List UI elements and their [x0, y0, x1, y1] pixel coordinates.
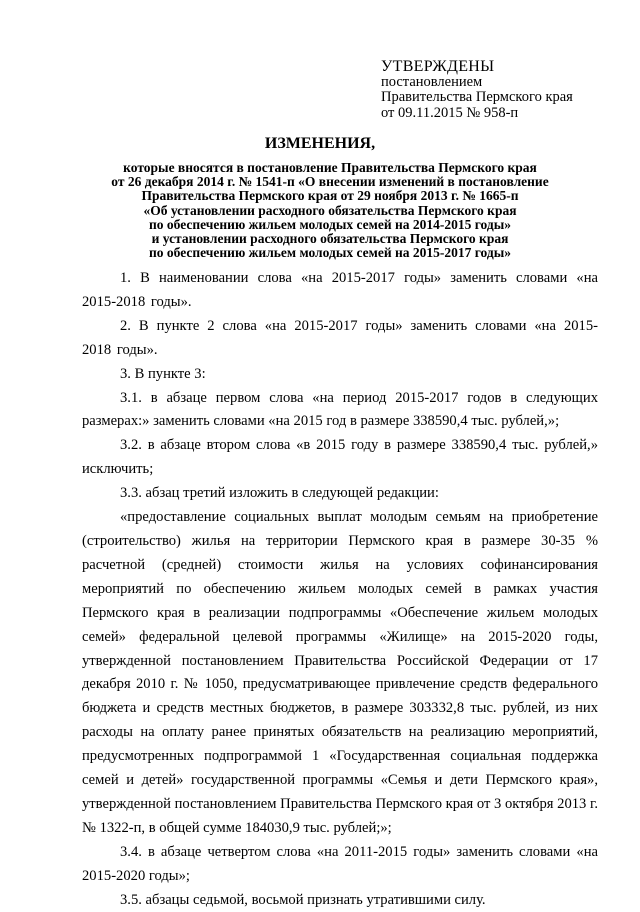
subtitle-line: «Об установлении расходного обязательства Пермского края [143, 202, 517, 218]
approval-line: от 09.11.2015 № 958-п [381, 104, 519, 121]
subtitle-line: от 26 декабря 2014 г. № 1541-п «О внесении изменений в постановление [111, 174, 549, 190]
document-subtitle [110, 161, 550, 260]
subtitle-line: которые вносятся в постановление Правительства Пермского края [123, 160, 537, 175]
paragraph: 2. В пункте 2 слова «на 2015-2017 годы» заменить словами «на 2015-2018 годы». [82, 317, 598, 358]
paragraph: 3.4. в абзаце четвертом слова «на 2011-2015 годы» заменить словами «на 2015-2020 годы»; [82, 843, 598, 884]
paragraph: 1. В наименовании слова «на 2015-2017 годы» заменить словами «на 2015-2018 годы». [82, 270, 598, 310]
document-body [82, 267, 598, 912]
paragraph: «предоставление социальных выплат молодым семьям на приобретение (строительство) жилья на территории Пермского края в размере 30-35 % расчетной (средней) стоимости жилья на условиях софинансирования мероприятий по обеспечению жильем молодых семей в рамках участия Пермского края в реализации подпрограммы «Обеспечение жильем молодых семей» федеральной целевой программы «Жилище» на 2015-2020 годы, утвержденной постановлением Правительства Российской Федерации от 17 декабря 2010 г. № 1050, предусматривающее привлечение средств федерального бюджета и средств местных бюджетов, в размере 303332,8 тыс. рублей, из них расходы на оплату ранее принятых обязательств на реализацию мероприятий, предусмотренных подпрограммой 1 «Государственная социальная поддержка семей и детей» государственной программы «Семья и дети Пермского края», утвержденной постановлением Правительства Пермского края от 3 октября 2013 г. № 1322-п, в общей сумме 184030,9 тыс. рублей;»; [82, 509, 598, 836]
subtitle-line: по обеспечению жильем молодых семей на 2014-2015 годы» [148, 216, 512, 232]
approval-heading: УТВЕРЖДЕНЫ [381, 58, 495, 75]
paragraph: 3. В пункте 3: [120, 365, 206, 382]
approval-line: постановлением [381, 73, 483, 90]
approval-line: Правительства Пермского края [381, 89, 573, 105]
subtitle-line: Правительства Пермского края от 29 ноября 2013 г. № 1665-п [141, 188, 519, 204]
paragraph: 3.2. в абзаце втором слова «в 2015 году в размере 338590,4 тыс. рублей,» исключить; [82, 437, 598, 478]
paragraph: 3.5. абзацы седьмой, восьмой признать утратившими силу. [120, 891, 486, 908]
paragraph: 3.1. в абзаце первом слова «на период 2015-2017 годов в следующих размерах:» заменить словами «на 2015 год в размере 338590,4 тыс. рублей,»; [82, 389, 598, 430]
subtitle-line: по обеспечению жильем молодых семей на 2015-2017 годы» [148, 245, 512, 261]
subtitle-line: и установлении расходного обязательства Пермского края [151, 231, 509, 247]
document-title: ИЗМЕНЕНИЯ, [264, 135, 376, 152]
approval-stamp [381, 59, 621, 121]
paragraph: 3.3. абзац третий изложить в следующей редакции: [120, 485, 439, 502]
